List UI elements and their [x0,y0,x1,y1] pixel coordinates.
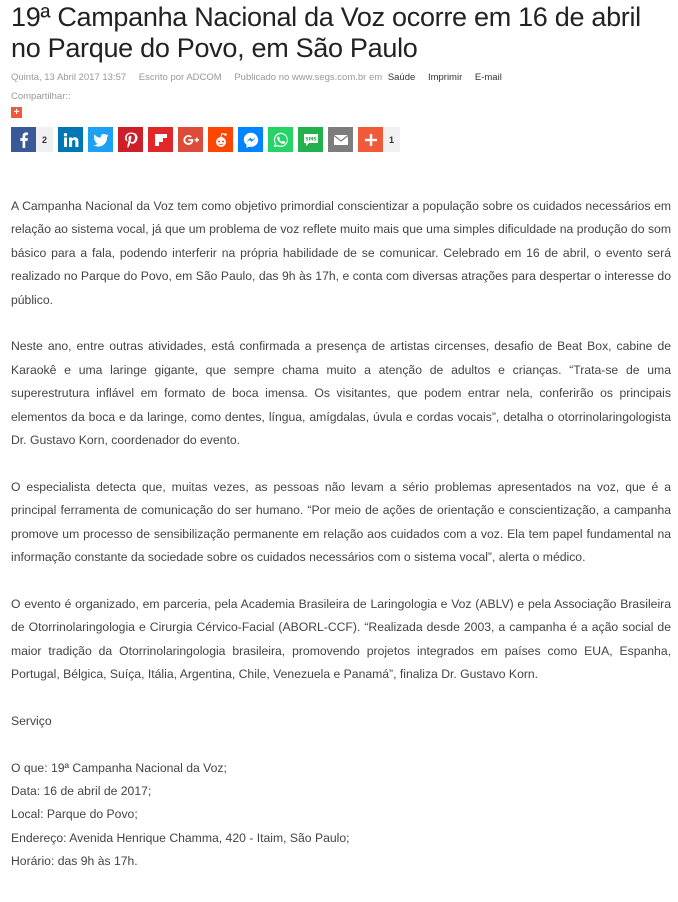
reddit-share-button[interactable] [208,127,233,152]
google-plus-icon [183,132,199,148]
pinterest-icon [123,132,139,148]
facebook-share-button[interactable] [11,127,36,152]
article-paragraph: Neste ano, entre outras atividades, está confirmada a presença de artistas circenses, desafio de Beat Box, cabine de Karaokê e uma laringe gigante, que sempre chama muito a atenção de adultos e crianças. “Trata-se de uma superestrutura inflável em formato de boca imensa. Os visitantes, que podem entrar nela, conferirão os principais elementos da boca e da laringe, como dentes, língua, amígdalas, úvula e cordas vocais”, detalha o otorrinolaringologista Dr. Gustavo Korn, coordenador do evento. [11,339,671,448]
article-published: Publicado no www.segs.com.br em [234,72,383,83]
service-line: Data: 16 de abril de 2017; [11,784,152,799]
pinterest-share-button[interactable] [118,127,143,152]
share-bar [11,127,405,152]
flipboard-share-button[interactable] [148,127,173,152]
facebook-icon [16,132,32,148]
article-paragraph: O evento é organizado, em parceria, pela Academia Brasileira de Laringologia e Voz (ABLV) e pela Associação Brasileira de Otorrinolaringologia e Cirurgia Cérvico-Facial (ABORL-CCF). “Realizada desde 2003, a campanha é a ação social de maior tradição da Otorrinolaringologia brasileira, promovendo projetos integrados em países como EUA, Espanha, Portugal, Bélgica, Suíça, Itália, Argentina, Chile, Venezuela e Panamá”, finaliza Dr. Gustavo Korn. [11,596,671,682]
category-link[interactable]: Saúde [387,72,416,83]
plus-icon [363,132,379,148]
google-plus-share-button[interactable] [178,127,203,152]
envelope-icon [333,132,349,148]
sms-icon [303,132,319,148]
article-author: Escrito por ADCOM [138,72,222,83]
article-title: 19ª Campanha Nacional da Voz ocorre em 16 de abril no Parque do Povo, em São Paulo [11,2,641,63]
article-meta [11,72,512,83]
total-share-count: 1 [383,127,400,152]
twitter-share-button[interactable] [88,127,113,152]
email-share-button[interactable] [328,127,353,152]
svg-text:SMS: SMS [304,137,317,143]
share-expand-button[interactable]: + [11,107,22,118]
reddit-icon [213,132,229,148]
print-link[interactable]: Imprimir [427,72,463,83]
service-line: O que: 19ª Campanha Nacional da Voz; [11,760,227,775]
linkedin-icon [63,132,79,148]
flipboard-icon [153,132,169,148]
twitter-icon [93,132,109,148]
whatsapp-share-button[interactable] [268,127,293,152]
article-body [11,195,671,874]
messenger-icon [243,132,259,148]
facebook-share-count: 2 [36,127,53,152]
article-paragraph: O especialista detecta que, muitas vezes, as pessoas não levam a sério problemas apresentados na voz, que é a principal ferramenta de comunicação do ser humano. “Por meio de ações de orientação e conscientização, a campanha promove um processo de sensibilização permanente em relação aos cuidados com a voz. Ela tem papel fundamental na informação constante da sociedade sobre os cuidados necessários com o sistema vocal”, alerta o médico. [11,479,671,565]
whatsapp-icon [273,132,289,148]
email-link[interactable]: E-mail [474,72,502,83]
article-date: Quinta, 13 Abril 2017 13:57 [11,72,127,83]
share-label: Compartilhar:: [11,91,71,102]
service-line: Horário: das 9h às 17h. [11,854,138,869]
sms-share-button[interactable] [298,127,323,152]
service-heading: Serviço [11,713,52,728]
service-line: Endereço: Avenida Henrique Chamma, 420 - Itaim, São Paulo; [11,830,350,845]
more-share-button[interactable] [358,127,383,152]
article-paragraph: A Campanha Nacional da Voz tem como objetivo primordial conscientizar a população sobre os cuidados necessários em relação ao sistema vocal, já que um problema de voz reflete muito mais que uma simples dificuldade na produção do som básico para a fala, podendo interferir na própria habilidade de se comunicar. Celebrado em 16 de abril, o evento será realizado no Parque do Povo, em São Paulo, das 9h às 17h, e conta com diversas atrações para despertar o interesse do público. [11,199,671,307]
linkedin-share-button[interactable] [58,127,83,152]
service-line: Local: Parque do Povo; [11,807,138,822]
messenger-share-button[interactable] [238,127,263,152]
